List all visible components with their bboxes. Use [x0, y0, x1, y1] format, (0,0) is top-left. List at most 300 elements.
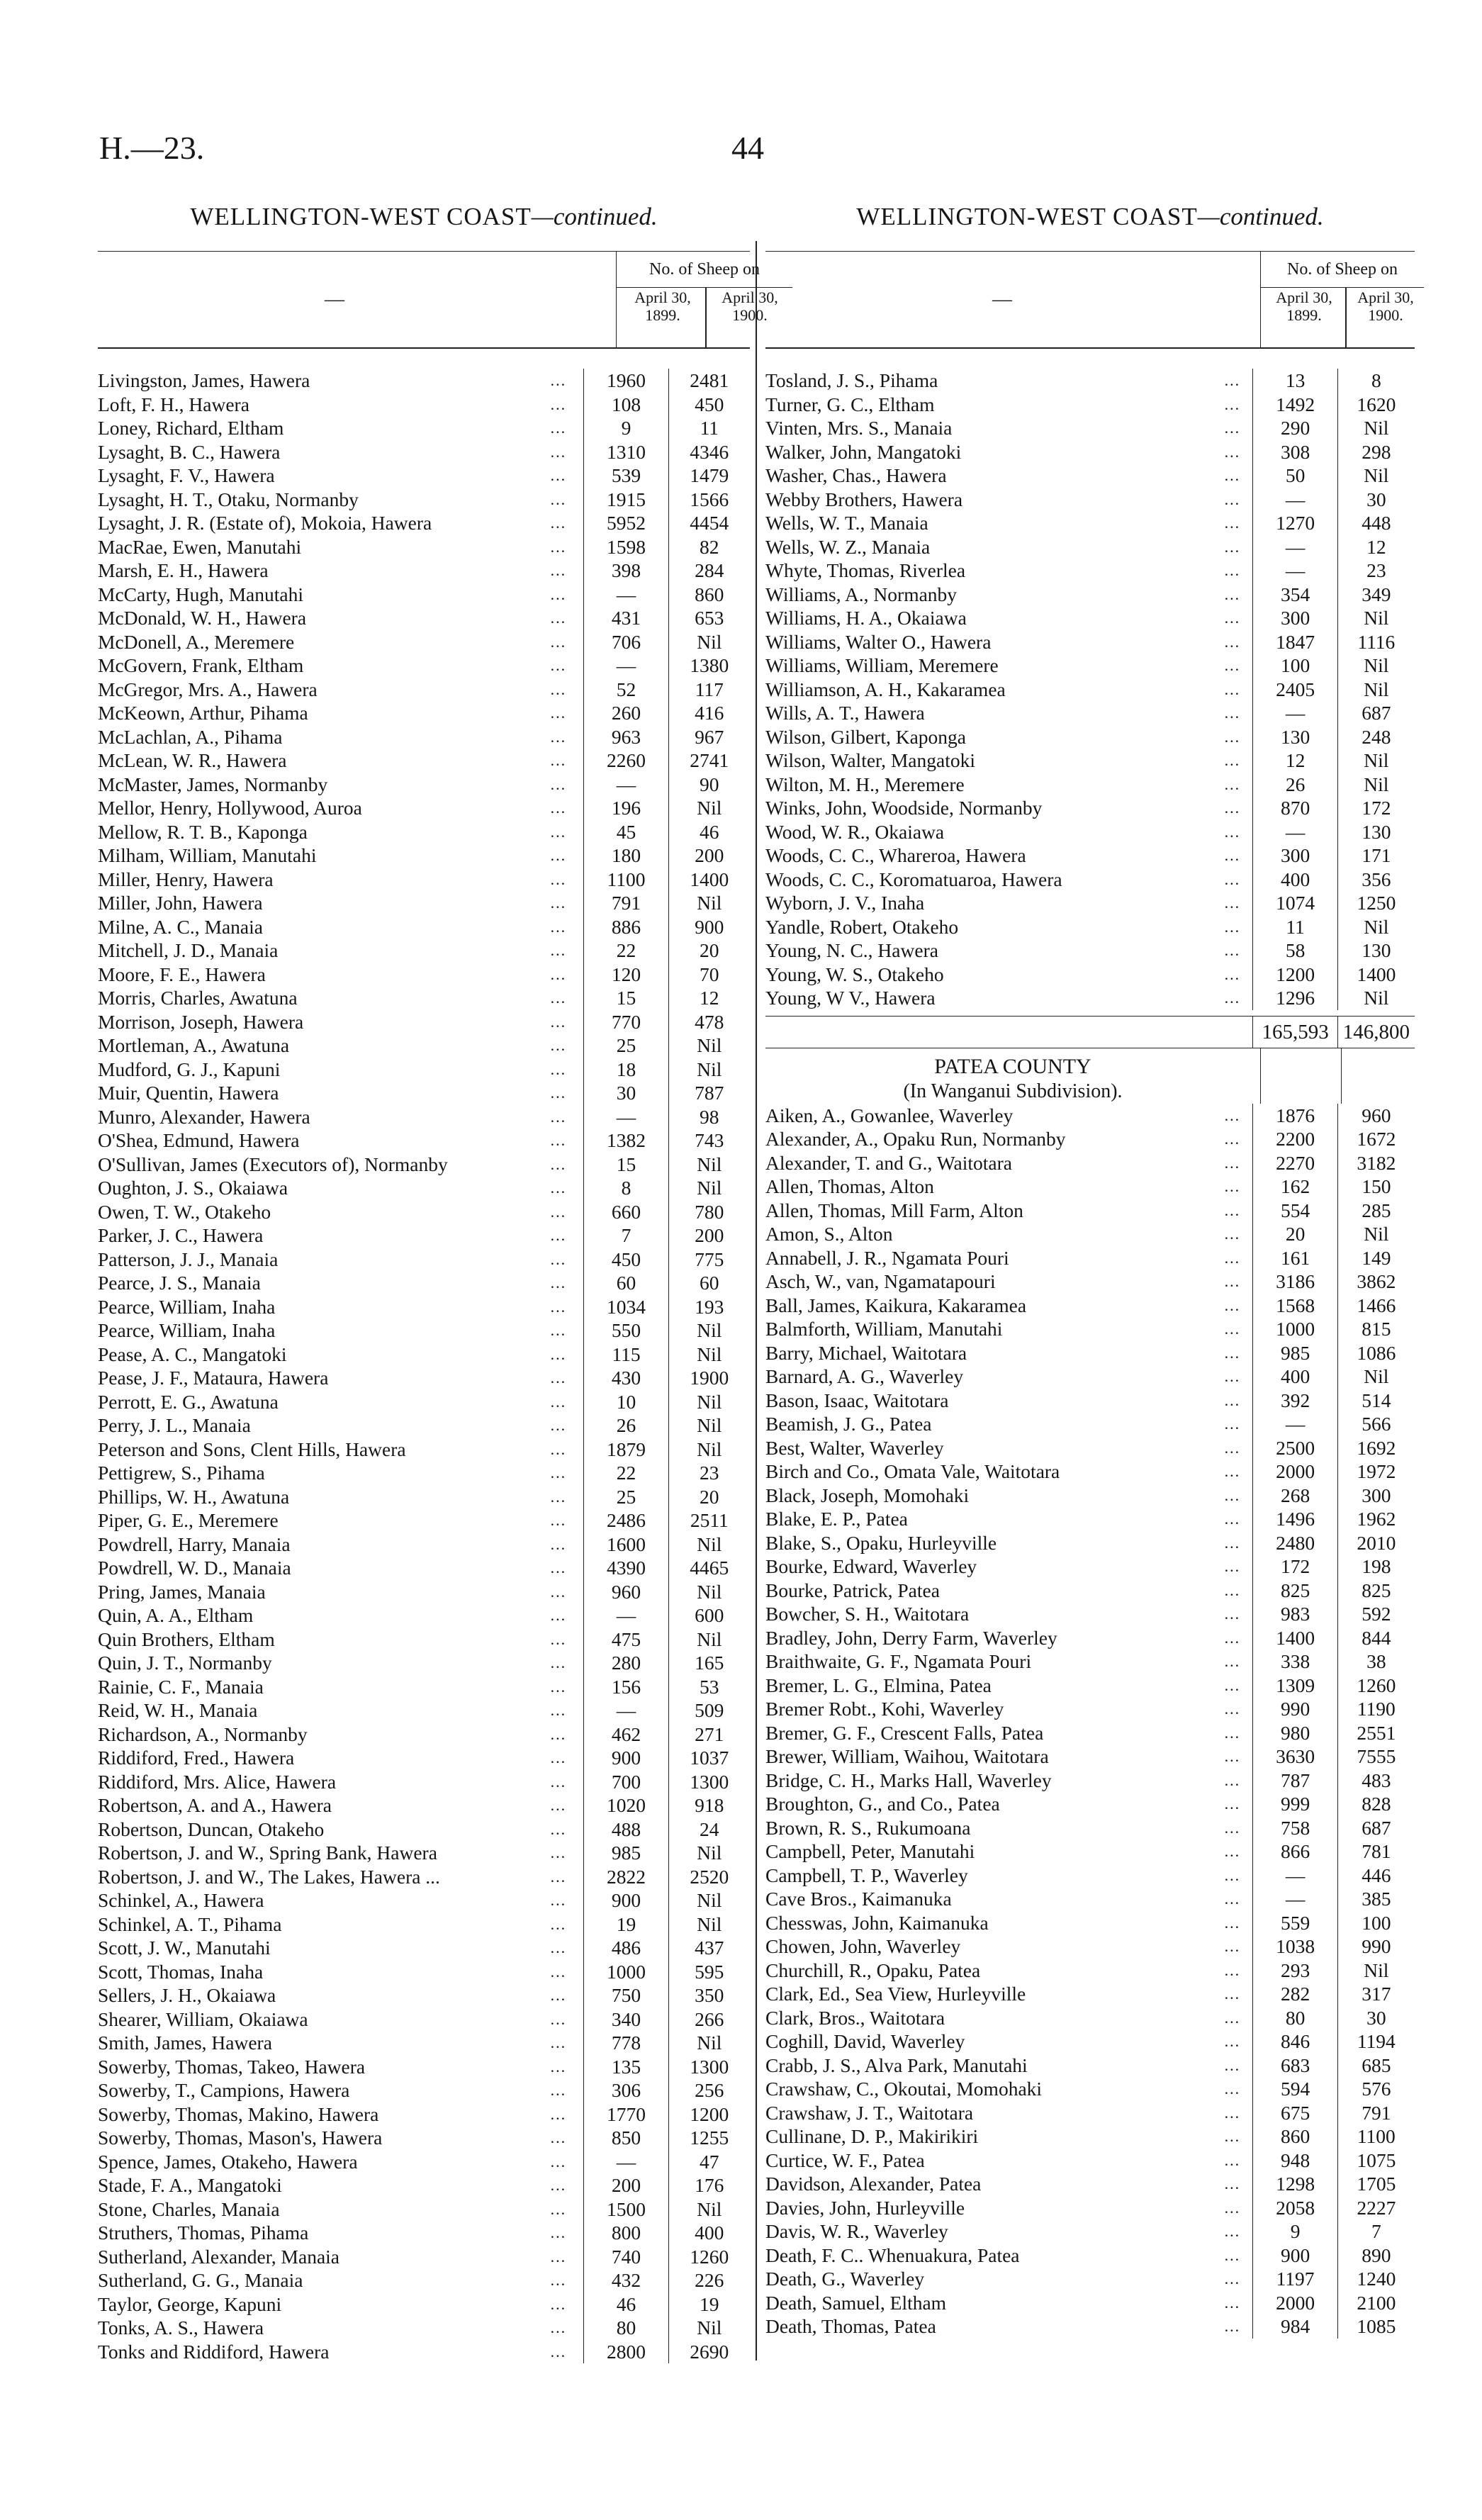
table-row — [765, 1555, 1415, 1579]
leader-dots: ... — [550, 1511, 567, 1529]
owner-name: McDonald, W. H., Hawera — [98, 607, 307, 629]
sheep-1899: 800 — [583, 2221, 668, 2245]
leader-dots: ... — [1224, 1723, 1241, 1742]
owner-name: Birch and Co., Omata Vale, Waitotara — [765, 1460, 1060, 1482]
sheep-1899: 430 — [583, 1366, 668, 1390]
sheep-1899: 135 — [583, 2055, 668, 2079]
leader-dots: ... — [1224, 2151, 1241, 2169]
sheep-1900: 1400 — [690, 868, 729, 890]
leader-dots: ... — [1224, 1700, 1241, 1718]
sheep-1899: 293 — [1252, 1959, 1337, 1983]
sheep-1900: Nil — [1364, 678, 1389, 700]
sheep-1900: 1250 — [1357, 892, 1396, 914]
owner-name: Milne, A. C., Manaia — [98, 915, 263, 938]
owner-name: Pearce, William, Inaha — [98, 1295, 276, 1318]
sheep-1900: 787 — [695, 1082, 724, 1104]
sheep-1899: 18 — [583, 1058, 668, 1082]
sheep-1899: 26 — [1252, 773, 1337, 797]
table-row — [98, 1936, 750, 1960]
sheep-1899: 100 — [1252, 654, 1337, 678]
sheep-1899: 30 — [583, 1081, 668, 1105]
sheep-1900: 198 — [1362, 1555, 1391, 1577]
sheep-1900: Nil — [697, 1628, 722, 1650]
table-row — [98, 1390, 750, 1414]
owner-name: Miller, John, Hawera — [98, 892, 263, 914]
leader-dots: ... — [1224, 466, 1241, 484]
sheep-1899: 268 — [1252, 1484, 1337, 1508]
leader-dots: ... — [1224, 395, 1241, 413]
sheep-1899: 19 — [583, 1913, 668, 1937]
sheep-1899: 554 — [1252, 1199, 1337, 1223]
sheep-1899: 11 — [1252, 915, 1337, 939]
sheep-1900: 53 — [700, 1675, 719, 1698]
leader-dots: ... — [1224, 894, 1241, 912]
owner-name: Lysaght, J. R. (Estate of), Mokoia, Hawera — [98, 512, 432, 534]
leader-dots: ... — [1224, 680, 1241, 698]
leader-dots: ... — [550, 395, 567, 413]
table-row — [98, 1983, 750, 2007]
table-row — [98, 416, 750, 440]
sheep-1900: 1380 — [690, 654, 729, 676]
sheep-1899: 2800 — [583, 2340, 668, 2364]
table-row — [98, 1485, 750, 1509]
owner-name: Washer, Chas., Hawera — [765, 464, 947, 486]
owner-name: Ball, James, Kaikura, Kakaramea — [765, 1294, 1027, 1316]
leader-dots: ... — [1224, 917, 1241, 936]
sheep-1899: 1298 — [1252, 2172, 1337, 2196]
leader-dots: ... — [1224, 2246, 1241, 2264]
table-row — [765, 891, 1415, 915]
sheep-1900: 844 — [1362, 1626, 1391, 1649]
table-row — [98, 701, 750, 725]
owner-name: Campbell, Peter, Manutahi — [765, 1840, 975, 1862]
owner-name: Blake, S., Opaku, Hurleyville — [765, 1531, 997, 1554]
sheep-1899: 1915 — [583, 488, 668, 512]
table-row — [765, 2267, 1415, 2291]
sheep-1899: 52 — [583, 678, 668, 702]
sheep-1899: 25 — [583, 1485, 668, 1509]
owner-name: Turner, G. C., Eltham — [765, 393, 935, 415]
owner-name: Woods, C. C., Whareroa, Hawera — [765, 844, 1026, 866]
leader-dots: ... — [550, 1416, 567, 1434]
leader-dots: ... — [550, 1962, 567, 1981]
leader-dots: ... — [1224, 1771, 1241, 1789]
table-row — [765, 844, 1415, 868]
sheep-1900: 2010 — [1357, 1531, 1396, 1554]
leader-dots: ... — [1224, 2103, 1241, 2122]
sheep-1899: — — [583, 773, 668, 797]
table-row — [765, 2149, 1415, 2173]
sheep-1900: Nil — [1364, 464, 1389, 486]
sheep-1899: 300 — [1252, 606, 1337, 630]
sheep-1899: 1309 — [1252, 1674, 1337, 1698]
sheep-1900: Nil — [697, 1842, 722, 1864]
table-row — [765, 1104, 1415, 1128]
sheep-1899: 1568 — [1252, 1294, 1337, 1318]
totals-row — [765, 1016, 1415, 1048]
sheep-1900: 416 — [695, 702, 724, 724]
table-row — [98, 464, 750, 488]
sheep-1899: 340 — [583, 2007, 668, 2032]
sheep-1899: 22 — [583, 1461, 668, 1485]
sheep-1899: 200 — [583, 2173, 668, 2197]
owner-name: Pease, J. F., Mataura, Hawera — [98, 1367, 329, 1389]
left-title-main: WELLINGTON-WEST COAST — [190, 203, 532, 230]
owner-name: Bridge, C. H., Marks Hall, Waverley — [765, 1769, 1052, 1791]
owner-name: Bourke, Edward, Waverley — [765, 1555, 977, 1577]
table-row — [98, 2126, 750, 2150]
table-row — [765, 701, 1415, 725]
sheep-1900: 150 — [1362, 1175, 1391, 1197]
owner-name: Wilson, Walter, Mangatoki — [765, 749, 975, 771]
sheep-1900: 687 — [1362, 702, 1391, 724]
sheep-1900: 1620 — [1357, 393, 1396, 415]
sheep-1900: 2520 — [690, 1865, 729, 1888]
table-row — [98, 2173, 750, 2197]
sheep-1900: 1466 — [1357, 1294, 1396, 1316]
sheep-1899: 1598 — [583, 535, 668, 559]
leader-dots: ... — [550, 1345, 567, 1363]
table-row — [98, 1318, 750, 1343]
sheep-1900: 1400 — [1357, 963, 1396, 985]
table-row — [98, 1105, 750, 1129]
sheep-1899: 432 — [583, 2268, 668, 2292]
sheep-1900: 20 — [700, 1485, 719, 1508]
owner-name: Riddiford, Mrs. Alice, Hawera — [98, 1770, 337, 1793]
leader-dots: ... — [550, 1392, 567, 1411]
leader-dots: ... — [550, 1321, 567, 1339]
sheep-1900: 918 — [695, 1794, 724, 1816]
sheep-1899: 980 — [1252, 1721, 1337, 1745]
leader-dots: ... — [550, 1725, 567, 1743]
sheep-1899: 985 — [583, 1841, 668, 1865]
table-row — [98, 2150, 750, 2174]
sheep-1900: 3182 — [1357, 1151, 1396, 1174]
sheep-1899: 5952 — [583, 511, 668, 535]
leader-dots: ... — [550, 2129, 567, 2146]
owner-name: Williamson, A. H., Kakaramea — [765, 678, 1006, 700]
owner-name: Asch, W., van, Ngamatapouri — [765, 1270, 996, 1292]
sheep-1899: — — [583, 1105, 668, 1129]
sheep-1899: 9 — [583, 416, 668, 440]
sheep-1899: 2058 — [1252, 2196, 1337, 2220]
table-row — [98, 1675, 750, 1699]
sheep-1899: — — [583, 1698, 668, 1723]
sheep-1900: 130 — [1362, 820, 1391, 843]
leader-dots: ... — [550, 561, 567, 579]
owner-name: Schinkel, A., Hawera — [98, 1889, 264, 1911]
leader-dots: ... — [550, 1796, 567, 1814]
sheep-1899: 25 — [583, 1034, 668, 1058]
owner-name: Powdrell, Harry, Manaia — [98, 1533, 291, 1555]
sheep-1900: 23 — [700, 1462, 719, 1484]
sheep-1899: 475 — [583, 1628, 668, 1652]
owner-name: Muir, Quentin, Hawera — [98, 1082, 279, 1104]
table-row — [98, 1865, 750, 1889]
table-row — [765, 488, 1415, 512]
leader-dots: ... — [550, 2176, 567, 2194]
table-row — [98, 678, 750, 702]
owner-name: Beamish, J. G., Patea — [765, 1413, 932, 1435]
table-row — [765, 535, 1415, 559]
table-row — [765, 1792, 1415, 1816]
sheep-1900: Nil — [697, 1889, 722, 1911]
leader-dots: ... — [1224, 775, 1241, 793]
sheep-1900: 791 — [1362, 2101, 1391, 2124]
leader-dots: ... — [1224, 799, 1241, 817]
sheep-1899: 260 — [583, 701, 668, 725]
sheep-1900: 285 — [1362, 1199, 1391, 1221]
owner-name: Bowcher, S. H., Waitotara — [765, 1603, 970, 1625]
leader-dots: ... — [550, 2034, 567, 2051]
sheep-1899: 488 — [583, 1818, 668, 1842]
leader-dots: ... — [550, 894, 567, 912]
right-header-dash: — — [992, 289, 1012, 310]
table-row — [765, 1365, 1415, 1389]
owner-name: Reid, W. H., Manaia — [98, 1699, 258, 1721]
owner-name: MacRae, Ewen, Manutahi — [98, 535, 302, 558]
leader-dots: ... — [550, 1487, 567, 1506]
leader-dots: ... — [1224, 514, 1241, 532]
sheep-1899: 9 — [1252, 2219, 1337, 2244]
owner-name: Robertson, J. and W., The Lakes, Hawera ... — [98, 1865, 440, 1888]
sheep-1900: Nil — [697, 797, 722, 819]
owner-name: Lysaght, F. V., Hawera — [98, 464, 275, 486]
leader-dots: ... — [550, 1677, 567, 1696]
owner-name: Campbell, T. P., Waverley — [765, 1864, 968, 1886]
sheep-1900: 2481 — [690, 369, 729, 391]
table-row — [765, 1697, 1415, 1721]
table-row — [765, 1341, 1415, 1365]
right-column-title — [765, 198, 1415, 235]
owner-name: Taylor, George, Kapuni — [98, 2292, 282, 2315]
leader-dots: ... — [550, 1464, 567, 1482]
leader-dots: ... — [1224, 656, 1241, 674]
owner-name: Bourke, Patrick, Patea — [765, 1579, 940, 1601]
leader-dots: ... — [550, 1012, 567, 1031]
table-row — [98, 1770, 750, 1794]
sheep-1899: 392 — [1252, 1389, 1337, 1413]
table-row — [98, 1603, 750, 1628]
sheep-1900: 165 — [695, 1652, 724, 1674]
owner-name: McGovern, Frank, Eltham — [98, 654, 304, 676]
leader-dots: ... — [550, 609, 567, 627]
sheep-1899: 22 — [583, 939, 668, 963]
sheep-1899: 15 — [583, 986, 668, 1010]
leader-dots: ... — [1224, 965, 1241, 983]
sheep-1899: 539 — [583, 464, 668, 488]
sheep-1899: 80 — [1252, 2006, 1337, 2030]
leader-dots: ... — [550, 466, 567, 484]
leader-dots: ... — [1224, 632, 1241, 651]
leader-dots: ... — [1224, 2008, 1241, 2027]
sheep-1900: 1972 — [1357, 1460, 1396, 1482]
sheep-1899: 2000 — [1252, 2291, 1337, 2315]
owner-name: Wilson, Gilbert, Kaponga — [765, 725, 967, 748]
owner-name: Young, W V., Hawera — [765, 987, 936, 1009]
owner-name: Annabell, J. R., Ngamata Pouri — [765, 1246, 1009, 1269]
owner-name: Loft, F. H., Hawera — [98, 393, 249, 415]
table-row — [98, 1723, 750, 1747]
right-header-col1: April 30, 1899. — [1276, 289, 1332, 324]
table-row — [98, 1223, 750, 1248]
owner-name: Mudford, G. J., Kapuni — [98, 1058, 281, 1080]
sheep-1900: 1116 — [1357, 630, 1396, 653]
sheep-1899: 400 — [1252, 1365, 1337, 1389]
leader-dots: ... — [550, 822, 567, 841]
sheep-1900: Nil — [697, 1319, 722, 1341]
table-row — [765, 1887, 1415, 1911]
sheep-1900: 1190 — [1357, 1698, 1396, 1720]
leader-dots: ... — [1224, 1130, 1241, 1148]
leader-dots: ... — [550, 2247, 567, 2266]
sheep-1899: 156 — [583, 1675, 668, 1699]
table-row — [98, 1508, 750, 1533]
table-row — [98, 1295, 750, 1319]
table-row — [765, 1507, 1415, 1531]
sheep-1900: Nil — [1364, 417, 1389, 439]
county-title: PATEA COUNTY — [934, 1054, 1091, 1078]
owner-name: Brewer, William, Waihou, Waitotara — [765, 1745, 1049, 1767]
leader-dots: ... — [550, 1060, 567, 1078]
owner-name: Mortleman, A., Awatuna — [98, 1034, 290, 1056]
sheep-1899: 20 — [1252, 1222, 1337, 1246]
owner-name: Tosland, J. S., Pihama — [765, 369, 938, 391]
leader-dots: ... — [550, 2152, 567, 2171]
leader-dots: ... — [550, 2319, 567, 2336]
sheep-1899: 1270 — [1252, 511, 1337, 535]
sheep-1899: 559 — [1252, 1911, 1337, 1935]
table-row — [765, 559, 1415, 583]
sheep-1899: 172 — [1252, 1555, 1337, 1579]
sheep-1900: Nil — [1364, 1365, 1389, 1387]
owner-name: Tonks, A. S., Hawera — [98, 2317, 264, 2339]
leader-dots: ... — [1224, 609, 1241, 627]
sheep-1900: 653 — [695, 607, 724, 629]
table-row — [765, 939, 1415, 963]
leader-dots: ... — [1224, 1272, 1241, 1290]
table-row — [98, 1366, 750, 1390]
owner-name: Alexander, T. and G., Waitotara — [765, 1151, 1012, 1174]
owner-name: Winks, John, Woodside, Normanby — [765, 797, 1043, 819]
table-row — [98, 1058, 750, 1082]
sheep-1899: 130 — [1252, 725, 1337, 749]
owner-name: Robertson, A. and A., Hawera — [98, 1794, 332, 1816]
sheep-1900: Nil — [697, 1177, 722, 1199]
sheep-1899: 58 — [1252, 939, 1337, 963]
owner-name: Pring, James, Manaia — [98, 1580, 266, 1603]
table-row — [765, 2029, 1415, 2054]
table-row — [765, 678, 1415, 702]
sheep-1900: 90 — [700, 773, 719, 795]
owner-name: Blake, E. P., Patea — [765, 1508, 908, 1530]
sheep-1900: 1037 — [690, 1747, 729, 1769]
owner-name: Crabb, J. S., Alva Park, Manutahi — [765, 2054, 1028, 2076]
sheep-1899: 3186 — [1252, 1270, 1337, 1294]
sheep-1899: — — [1252, 701, 1337, 725]
leader-dots: ... — [550, 965, 567, 983]
left-title-suffix: —continued. — [531, 203, 658, 230]
leader-dots: ... — [550, 1630, 567, 1648]
table-row — [765, 393, 1415, 417]
sheep-1899: 2000 — [1252, 1460, 1337, 1484]
table-row — [98, 1153, 750, 1177]
leader-dots: ... — [550, 585, 567, 603]
owner-name: Bremer, L. G., Elmina, Patea — [765, 1674, 992, 1696]
sheep-1899: 12 — [1252, 749, 1337, 773]
sheep-1900: 1200 — [690, 2102, 729, 2125]
sheep-1900: 20 — [700, 939, 719, 961]
sheep-1899: 1400 — [1252, 1626, 1337, 1650]
leader-dots: ... — [550, 2081, 567, 2099]
owner-name: Young, N. C., Hawera — [765, 939, 938, 961]
leader-dots: ... — [1224, 1367, 1241, 1385]
sheep-1900: 1300 — [690, 1770, 729, 1793]
sheep-1900: 70 — [700, 963, 719, 985]
table-row — [765, 1175, 1415, 1199]
sheep-1899: 60 — [583, 1271, 668, 1295]
leader-dots: ... — [550, 1559, 567, 1577]
sheep-1899: 1600 — [583, 1533, 668, 1557]
sheep-1900: 248 — [1362, 725, 1391, 748]
sheep-1900: 2690 — [690, 2340, 729, 2363]
sheep-1900: 1672 — [1357, 1128, 1396, 1150]
sheep-1899: 115 — [583, 1343, 668, 1367]
sheep-1900: 990 — [1362, 1935, 1391, 1957]
owner-name: Pease, A. C., Mangatoki — [98, 1343, 287, 1365]
county-heading-col2 — [1342, 1048, 1415, 1104]
sheep-1900: 600 — [695, 1604, 724, 1626]
sheep-1899: — — [1252, 488, 1337, 512]
table-row — [98, 1081, 750, 1105]
sheep-1899: 985 — [1252, 1341, 1337, 1365]
table-row — [765, 2006, 1415, 2030]
sheep-1899: 660 — [583, 1200, 668, 1224]
leader-dots: ... — [550, 2224, 567, 2241]
sheep-1899: 486 — [583, 1936, 668, 1960]
table-row — [765, 2196, 1415, 2220]
sheep-1899: — — [1252, 1864, 1337, 1888]
leader-dots: ... — [1224, 1890, 1241, 1908]
owner-name: Loney, Richard, Eltham — [98, 417, 284, 439]
sheep-1899: 4390 — [583, 1556, 668, 1580]
sheep-1900: Nil — [697, 2317, 722, 2339]
owner-name: Perrott, E. G., Awatuna — [98, 1390, 279, 1413]
owner-name: Richardson, A., Normanby — [98, 1723, 308, 1745]
sheep-1900: 566 — [1362, 1413, 1391, 1435]
owner-name: Williams, H. A., Okaiawa — [765, 607, 967, 629]
leader-dots: ... — [1224, 1225, 1241, 1243]
sheep-1899: 758 — [1252, 1816, 1337, 1840]
leader-dots: ... — [1224, 1913, 1241, 1932]
leader-dots: ... — [550, 1582, 567, 1601]
owner-name: Quin Brothers, Eltham — [98, 1628, 275, 1650]
leader-dots: ... — [550, 1107, 567, 1126]
owner-name: Death, G., Waverley — [765, 2268, 925, 2290]
table-row — [98, 1960, 750, 1984]
owner-name: Sutherland, G. G., Manaia — [98, 2269, 303, 2291]
table-row — [98, 2340, 750, 2364]
leader-dots: ... — [1224, 1795, 1241, 1813]
sheep-1899: 984 — [1252, 2314, 1337, 2339]
sheep-1899: 1038 — [1252, 1934, 1337, 1959]
owner-name: Webby Brothers, Hawera — [765, 488, 963, 510]
sheep-1899: 550 — [583, 1318, 668, 1343]
table-row — [98, 654, 750, 678]
sheep-1900: 19 — [700, 2292, 719, 2315]
table-row — [765, 654, 1415, 678]
sheep-1900: 815 — [1362, 1318, 1391, 1340]
